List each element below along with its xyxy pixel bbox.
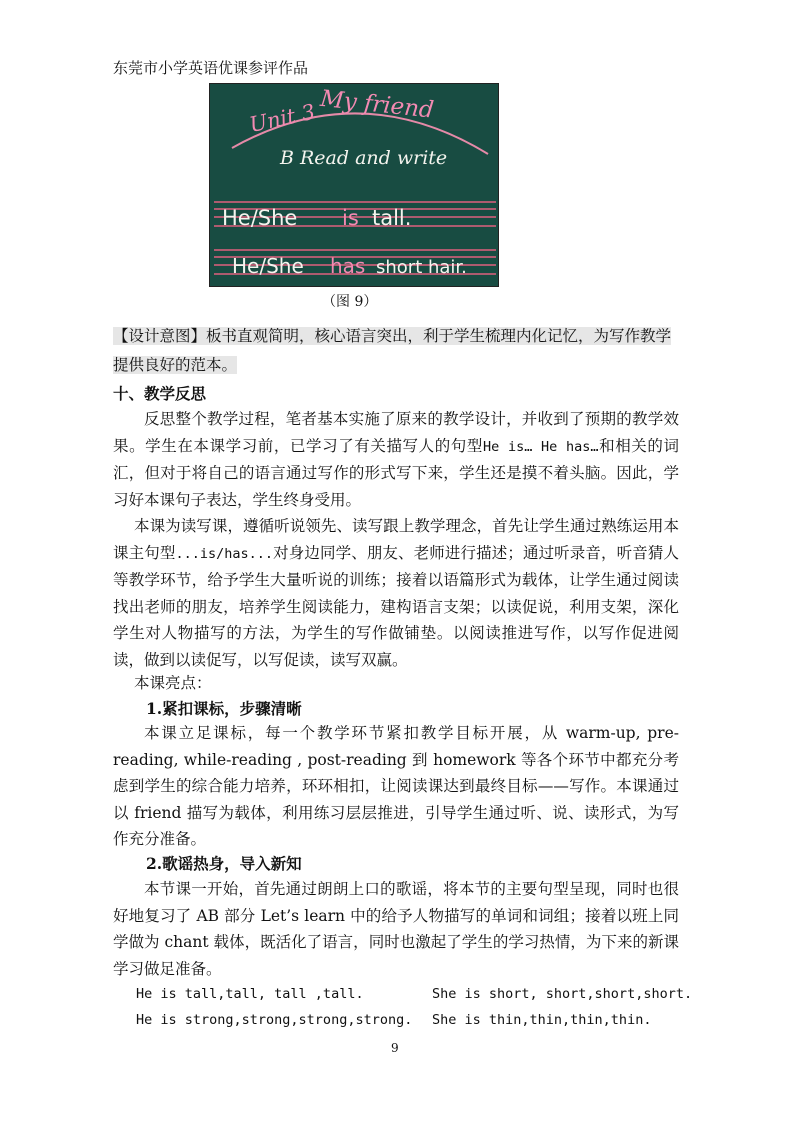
highlight-1-title: 1.紧扣课标，步骤清晰 xyxy=(146,699,302,718)
reflection-paragraph-1: 反思整个教学过程，笔者基本实施了原来的教学设计，并收到了预期的教学效果。学生在本课学习前，已学习了有关描写人的句型He is… He has…和相关的词汇，但对于将自己的语言通过写作的形式写下来，学生还是摸不着头脑。因此，学习好本课句子表达，学生终身受用。 xyxy=(113,410,679,509)
chant-line-right-1: She is short, short,short,short. xyxy=(432,986,693,1002)
board-unit-text: Unit 3 xyxy=(247,99,318,137)
design-intent-note xyxy=(113,322,678,380)
board-line2-verb: has xyxy=(330,254,366,278)
design-intent-text: 【设计意图】板书直观简明，核心语言突出，利于学生梳理内化记忆，为写作教学提供良好的范本。 xyxy=(113,327,672,374)
chant-line-right-2: She is thin,thin,thin,thin. xyxy=(432,1012,652,1028)
highlight-2-paragraph: 本节课一开始，首先通过朗朗上口的歌谣，将本节的主要句型呈现，同时也很好地复习了 AB 部分 Let’s learn 中的给予人物描写的单词和词组；接着以班上同学做为 chant 载体，既活化了语言，同时也激起了学生的学习热情，为下来的新课学习做足准备。 xyxy=(113,880,679,978)
page-number: 9 xyxy=(391,1041,399,1055)
chant-line-left-1: He is tall,tall, tall ,tall. xyxy=(136,986,364,1002)
section-title: 十、教学反思 xyxy=(113,384,207,403)
blackboard-drawing xyxy=(210,84,498,286)
board-section-text: B Read and write xyxy=(280,147,448,169)
board-line2-rest: short hair. xyxy=(376,257,467,278)
board-line2-subject: He/She xyxy=(232,254,304,278)
board-line1-verb: is xyxy=(342,206,359,230)
chant-line-left-2: He is strong,strong,strong,strong. xyxy=(136,1012,413,1028)
blackboard-photo xyxy=(209,83,499,287)
board-topic-text: My friend xyxy=(318,85,435,124)
highlight-2-title: 2.歌谣热身，导入新知 xyxy=(146,854,302,873)
board-line1-subject: He/She xyxy=(222,206,298,230)
board-line1-rest: tall. xyxy=(372,206,412,230)
highlight-1-paragraph: 本课立足课标，每一个教学环节紧扣教学目标开展，从 warm-up, pre-reading, while-reading , post-reading 到 homework 等各个环节中都充分考虑到学生的综合能力培养，环环相扣，让阅读课达到最终目标——写作。本课通过以 friend 描写为载体，利用练习层层推进，引导学生通过听、说、读形式，为写作充分准备。 xyxy=(113,724,679,849)
reflection-paragraph-2: 本课为读写课，遵循听说领先、读写跟上教学理念，首先让学生通过熟练运用本课主句型...is/has...对身边同学、朋友、老师进行描述；通过听录音，听音猜人等教学环节，给予学生大量听说的训练；接着以语篇形式为载体，让学生通过阅读找出老师的朋友，培养学生阅读能力，建构语言支架；以读促说，利用支架，深化学生对人物描写的方法，为学生的写作做铺垫。以阅读推进写作，以写作促进阅读，做到以读促写，以写促读，读写双赢。 xyxy=(113,517,679,669)
figure-caption: （图 9） xyxy=(322,294,378,310)
highlights-label: 本课亮点： xyxy=(134,674,212,692)
page-header: 东莞市小学英语优课参评作品 xyxy=(113,59,309,77)
